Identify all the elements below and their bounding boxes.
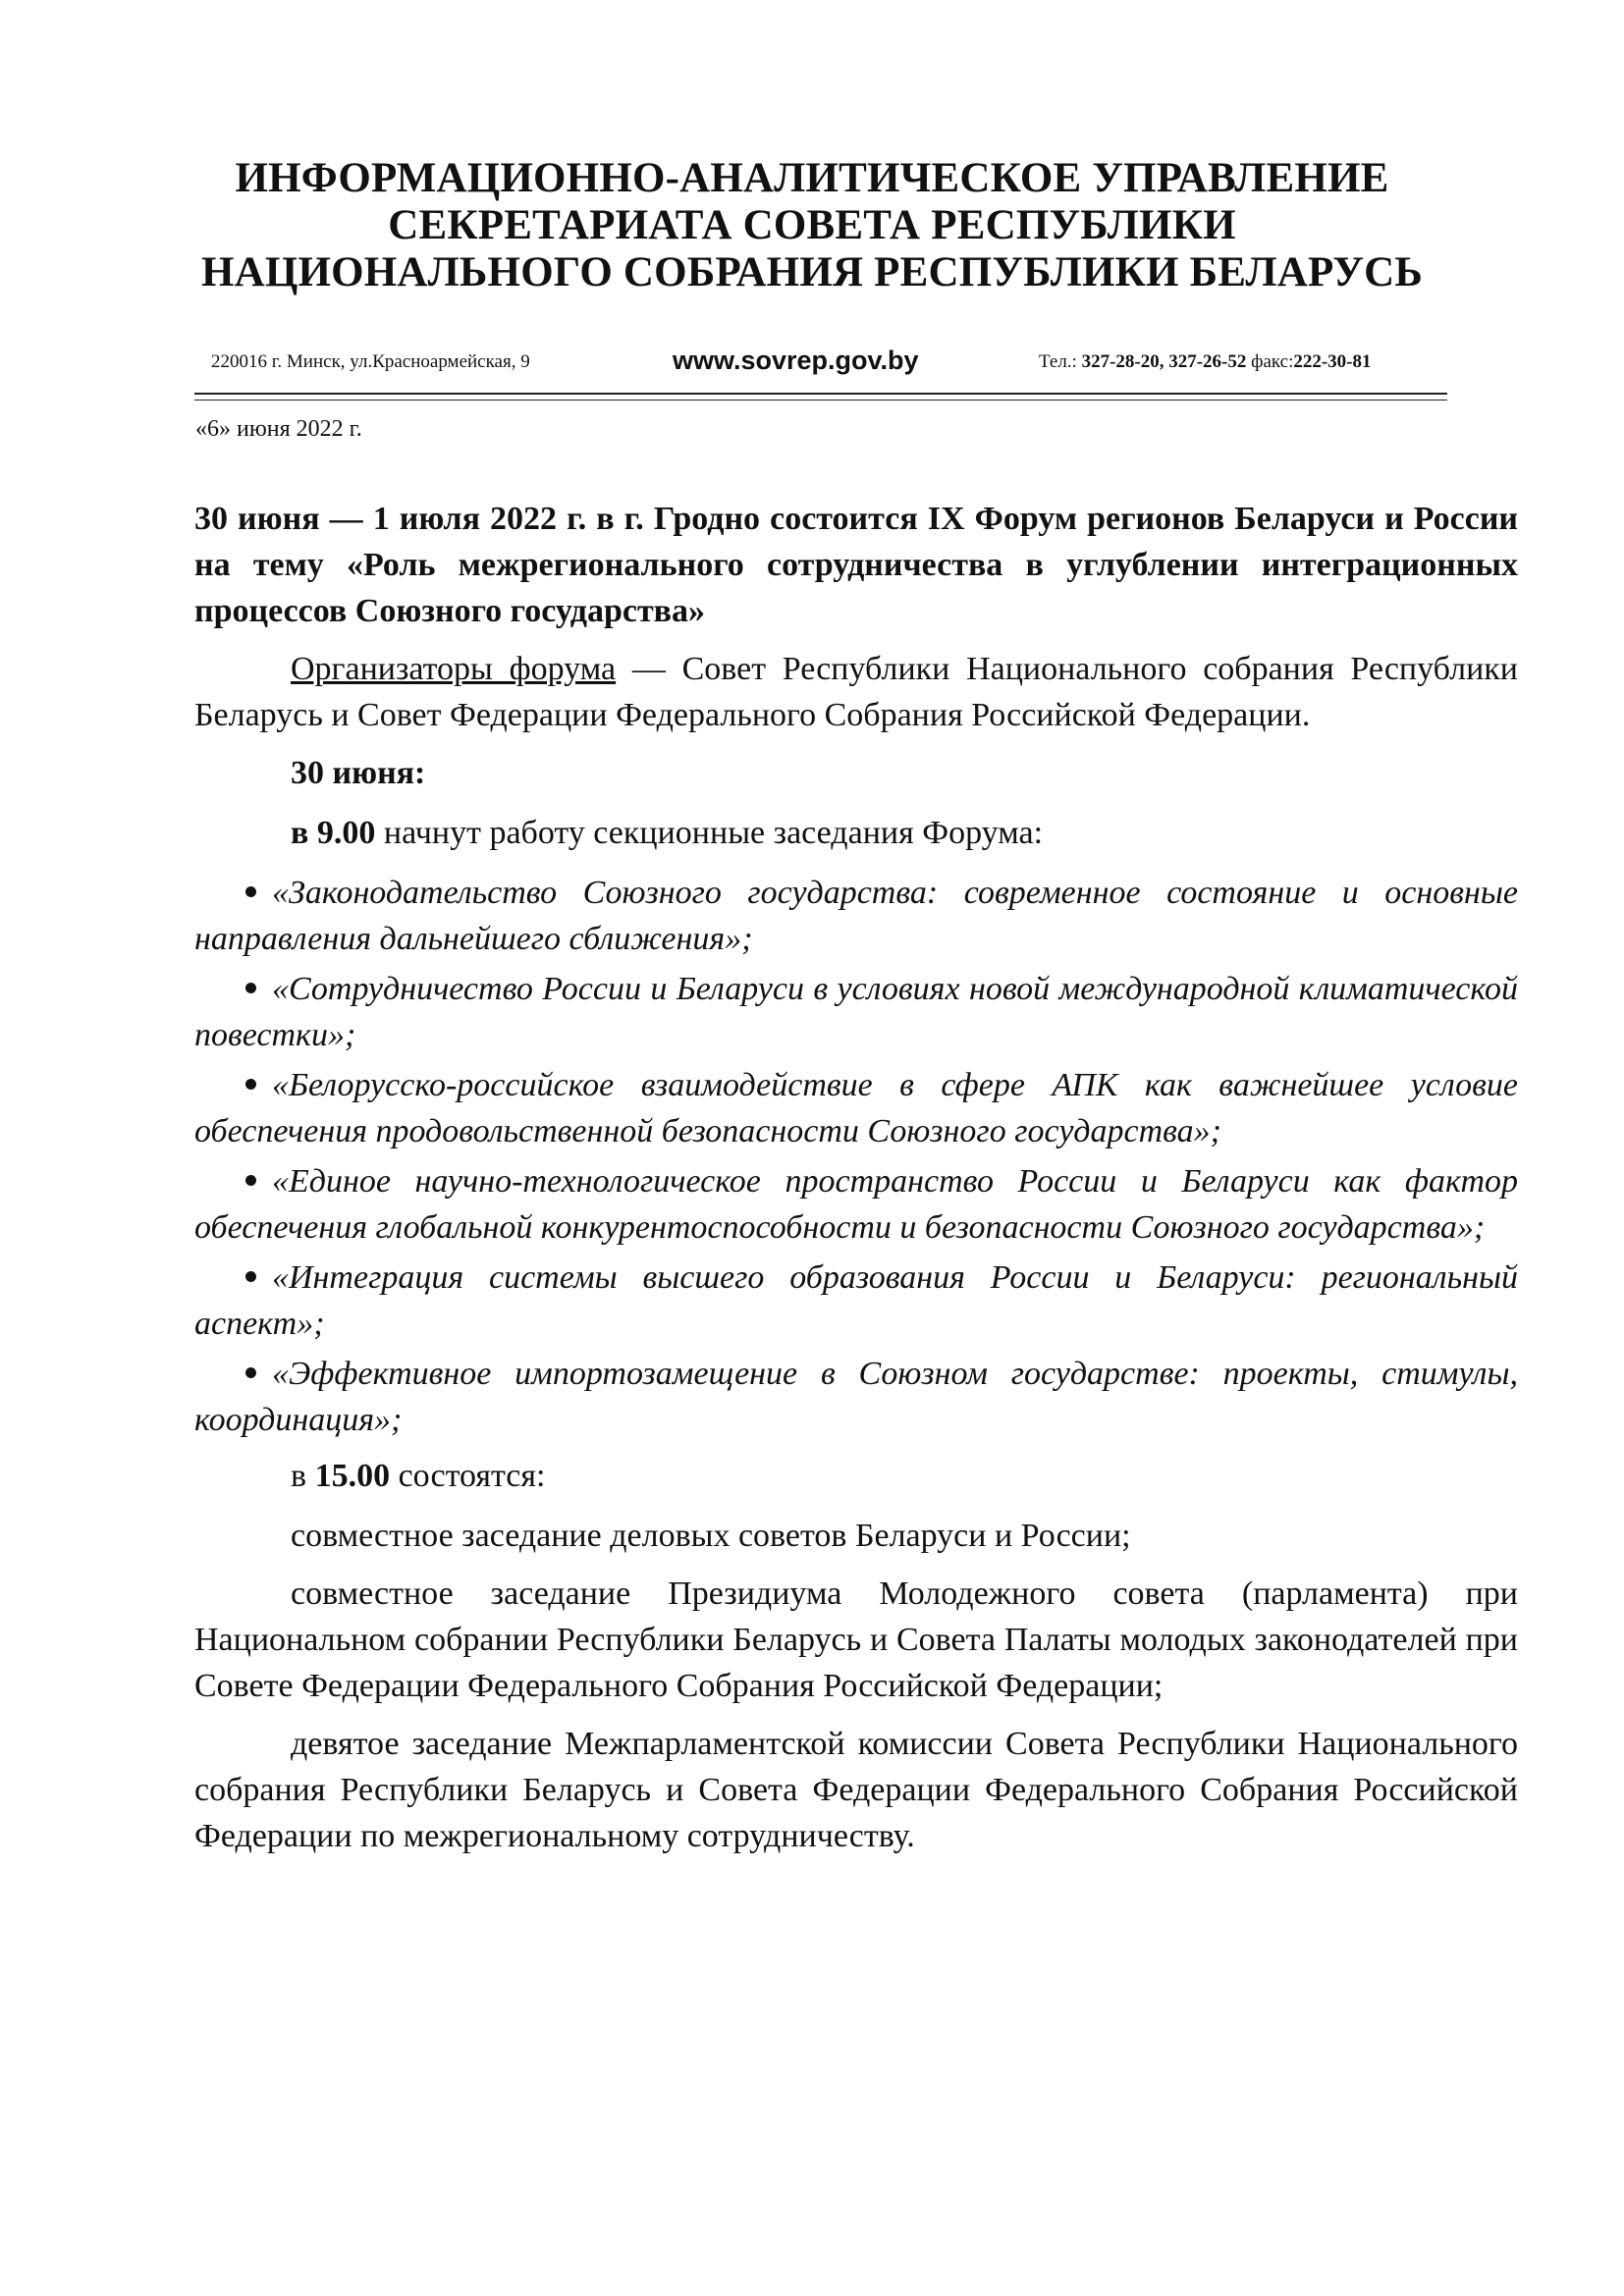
bullet-icon [245, 1367, 256, 1378]
website-link[interactable]: www.sovrep.gov.by [673, 346, 919, 375]
phone-fax [1039, 351, 1372, 373]
address: 220016 г. Минск, ул.Красноармейская, 9 [211, 351, 530, 372]
afternoon-time: 15.00 [314, 1458, 391, 1494]
event-paragraph: совместное заседание Президиума Молодежного совета (парламента) при Национальном собрании Республики Беларусь и Совета Палаты молодых законодателей при Совете Федерации Федерального Собрания Российской Федерации; [194, 1575, 1518, 1704]
phone-label: Тел.: [1039, 351, 1077, 372]
bullet-icon [245, 1175, 256, 1186]
afternoon-pre: в [291, 1458, 315, 1494]
letterhead-line-3: НАЦИОНАЛЬНОГО СОБРАНИЯ РЕСПУБЛИКИ БЕЛАРУСЬ [200, 249, 1424, 295]
bullet-icon [245, 983, 256, 993]
letterhead-title [147, 155, 1477, 296]
section-title: «Белорусско-российское взаимодействие в сфере АПК как важнейшее условие обеспечения продовольственной безопасности Союзного государства»; [194, 1067, 1518, 1149]
sessions-intro-text: начнут работу секционные заседания Форума: [375, 815, 1044, 851]
phone-numbers: 327-28-20, 327-26-52 [1081, 351, 1247, 372]
afternoon-text: состоятся: [390, 1458, 546, 1494]
document-body [194, 496, 1518, 1871]
section-title: «Законодательство Союзного государства: современное состояние и основные направления дальнейшего сближения»; [194, 875, 1518, 957]
fax-number: 222-30-81 [1293, 351, 1372, 372]
divider-line-thick [194, 393, 1447, 395]
section-title: «Сотрудничество России и Беларуси в условиях новой международной климатической повестки»; [194, 971, 1518, 1053]
section-title: «Единое научно-технологическое пространство России и Беларуси как фактор обеспечения глобальной конкурентоспособности и безопасности Союзного государства»; [194, 1163, 1518, 1246]
list-item [194, 1255, 1518, 1347]
event-paragraph: совместное заседание деловых советов Беларуси и России; [291, 1518, 1131, 1554]
day-heading: 30 июня: [291, 755, 426, 791]
afternoon-intro [291, 1453, 1518, 1499]
section-title: «Интеграция системы высшего образования России и Беларуси: региональный аспект»; [194, 1259, 1518, 1342]
section-title: «Эффективное импортозамещение в Союзном государстве: проекты, стимулы, координация»; [194, 1356, 1518, 1438]
list-item [194, 1158, 1518, 1251]
organizers-text: — Совет Республики Национального собрания Республики Беларусь и Совет Федерации Федерального Собрания Российской Федерации. [194, 651, 1518, 733]
bullet-icon [245, 1079, 256, 1090]
event-paragraph: девятое заседание Межпарламентской комиссии Совета Республики Национального собрания Республики Беларусь и Совета Федерации Федерального Собрания Российской Федерации по межрегиональному сотрудничеству. [194, 1726, 1518, 1854]
bullet-icon [245, 886, 256, 897]
organizers-label: Организаторы форума [291, 651, 617, 687]
list-item [194, 966, 1518, 1058]
list-item [194, 1062, 1518, 1154]
document-date: «6» июня 2022 г. [195, 416, 362, 442]
list-item [194, 870, 1518, 962]
list-item [194, 1351, 1518, 1443]
bullet-icon [245, 1271, 256, 1282]
sessions-time: в 9.00 [291, 815, 376, 851]
letterhead-line-1: ИНФОРМАЦИОННО-АНАЛИТИЧЕСКОЕ УПРАВЛЕНИЕ [235, 155, 1389, 201]
organizers-paragraph [194, 646, 1518, 738]
contact-row [211, 346, 1443, 379]
letterhead-line-2: СЕКРЕТАРИАТА СОВЕТА РЕСПУБЛИКИ [388, 202, 1236, 248]
headline: 30 июня — 1 июля 2022 г. в г. Гродно состоится IX Форум регионов Беларуси и России на тему «Роль межрегионального сотрудничества в углублении интеграционных процессов Союзного государства» [194, 501, 1518, 629]
section-list [194, 870, 1518, 1443]
fax-label: факс: [1251, 351, 1294, 372]
sessions-intro [291, 810, 1518, 856]
